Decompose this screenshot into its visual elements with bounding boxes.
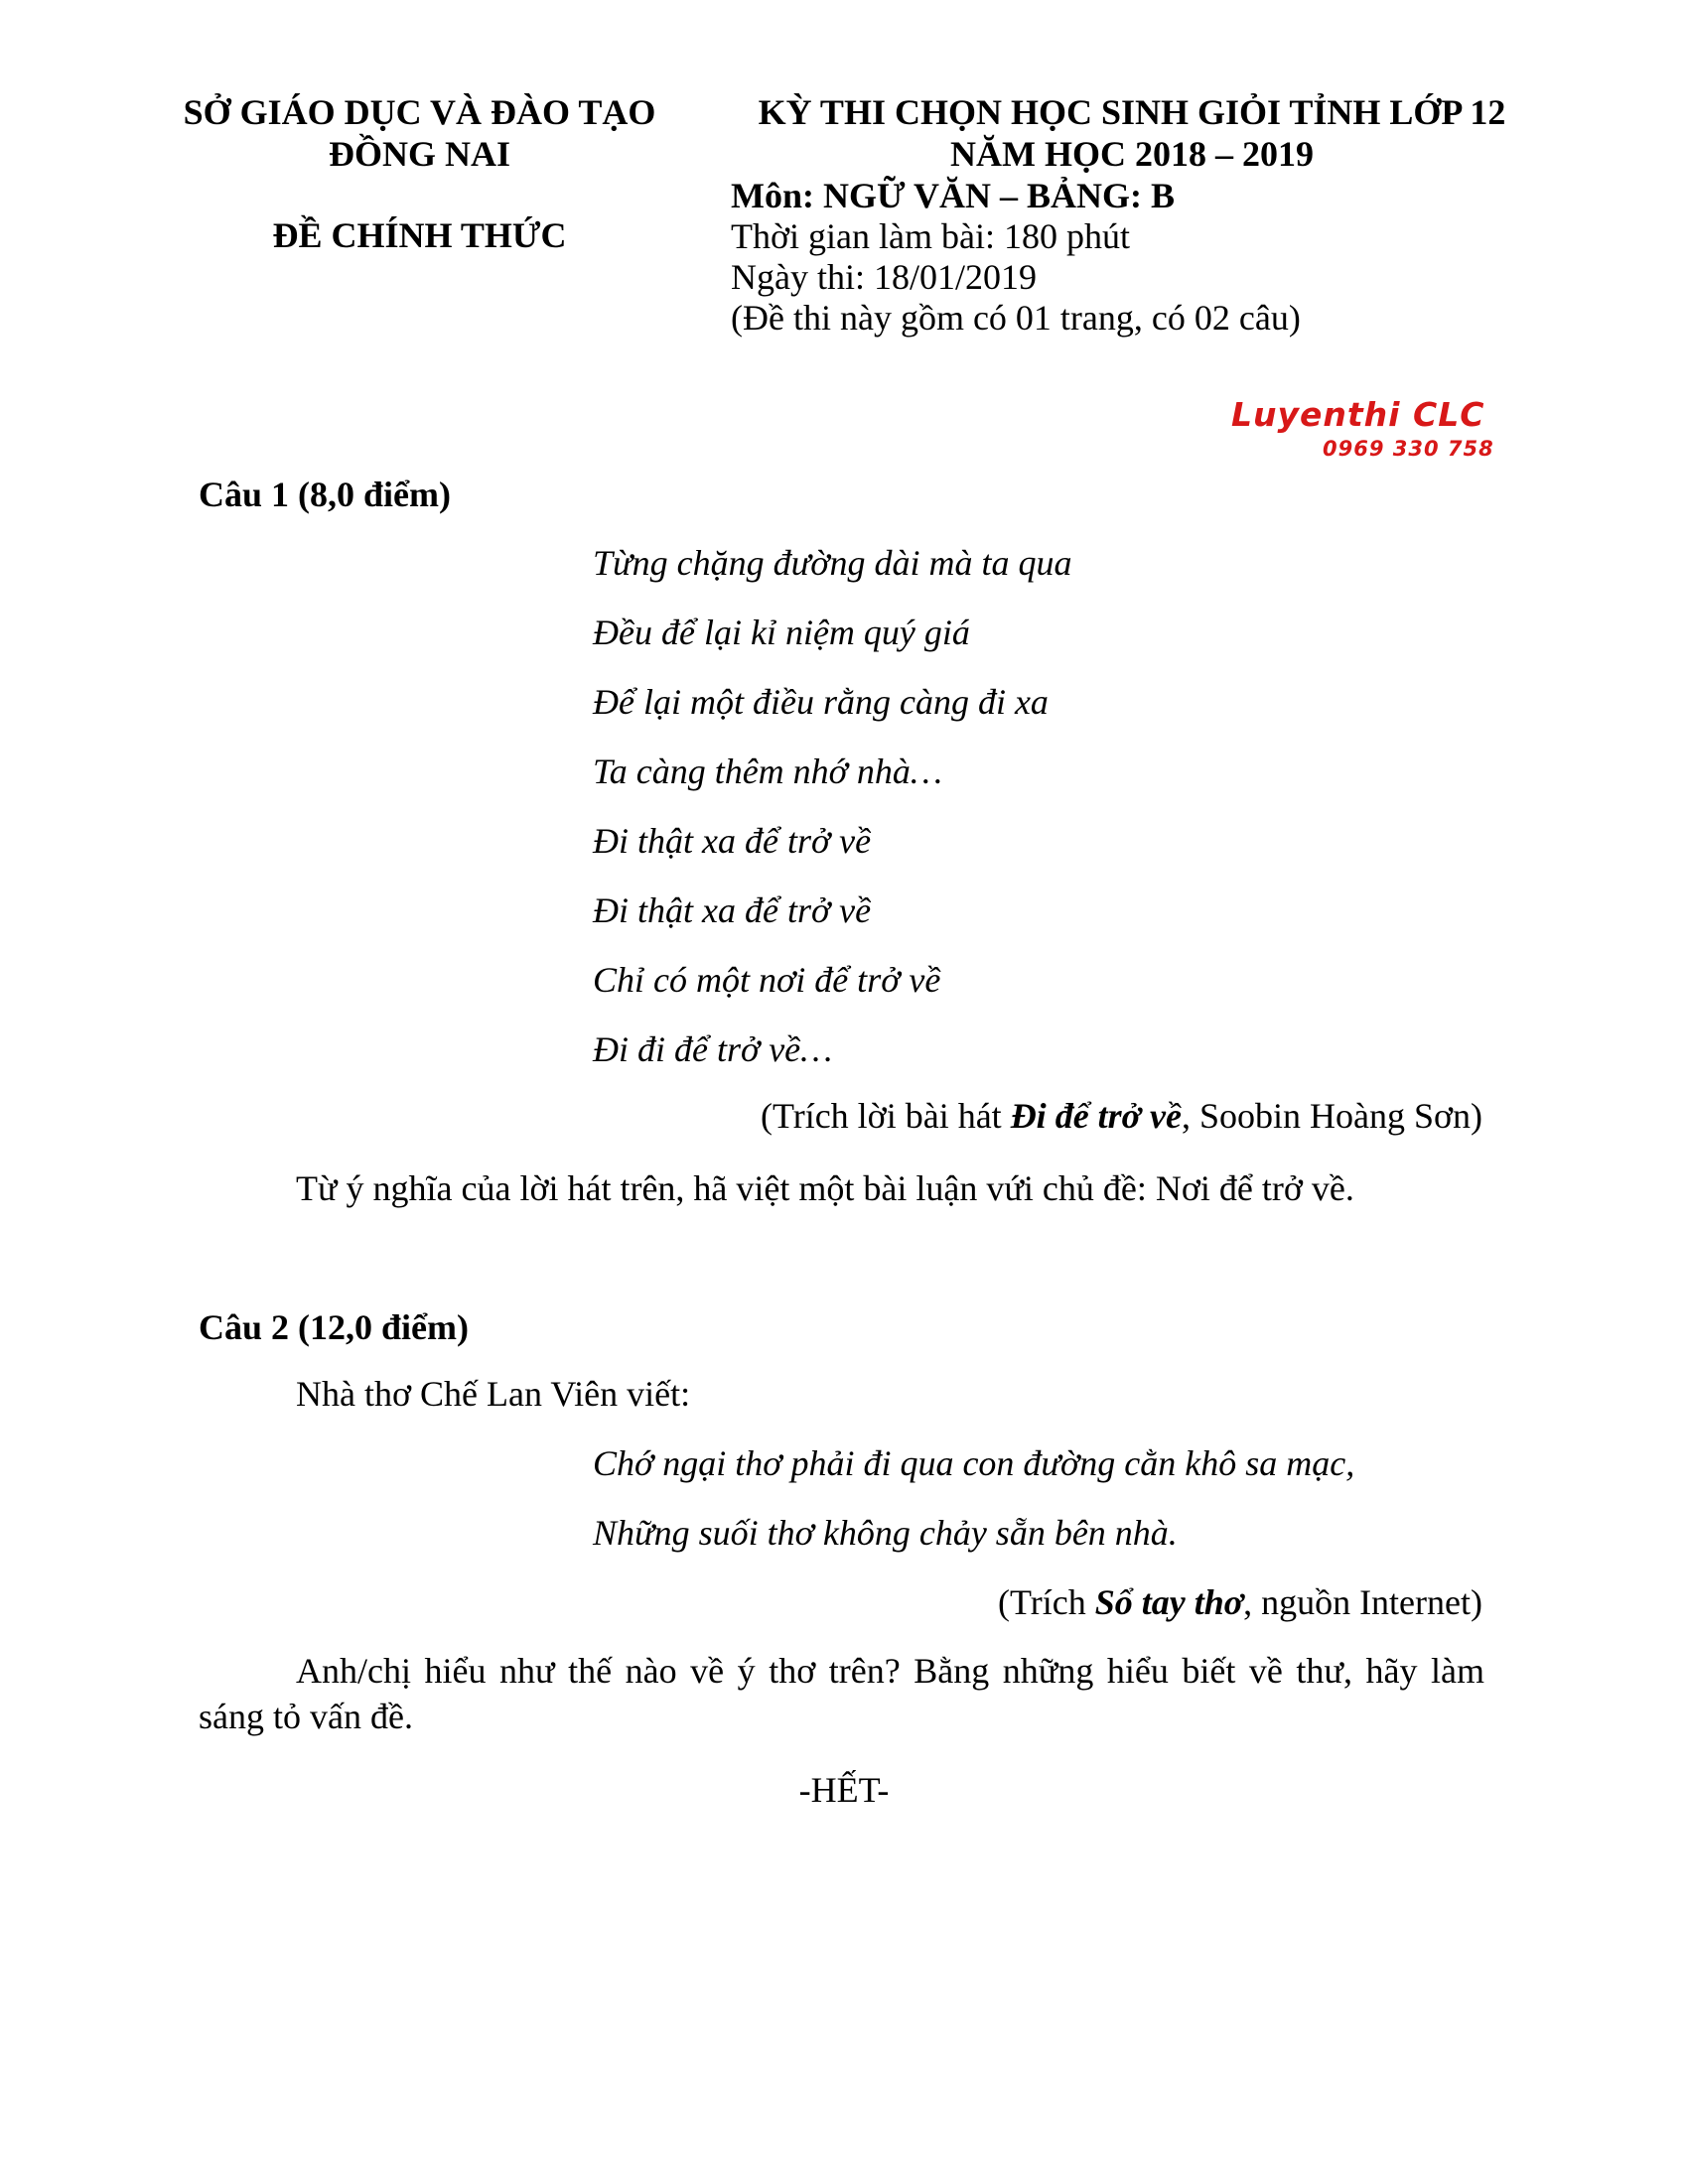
question-2-title: Câu 2 (12,0 điểm) xyxy=(199,1307,469,1347)
poem-line: Từng chặng đường dài mà ta qua xyxy=(593,543,1072,583)
poem-line: Đều để lại kỉ niệm quý giá xyxy=(593,613,970,652)
watermark-logo xyxy=(1231,395,1549,475)
question-1-title: Câu 1 (8,0 điểm) xyxy=(199,475,451,514)
exam-title: KỲ THI CHỌN HỌC SINH GIỎI TỈNH LỚP 12 xyxy=(758,92,1506,132)
logo-name: Luyenthi CLC xyxy=(1231,395,1485,434)
source-prefix: (Trích xyxy=(998,1582,1095,1622)
question-2-task: Anh/chị hiểu như thế nào về ý thơ trên? Bằng những hiểu biết về thư, hãy làm sáng tỏ vấn đề. xyxy=(199,1651,1484,1736)
poem-line: Chỉ có một nơi để trở về xyxy=(593,960,941,1000)
source-suffix: , Soobin Hoàng Sơn) xyxy=(1181,1096,1482,1136)
department-name: SỞ GIÁO DỤC VÀ ĐÀO TẠO xyxy=(183,92,656,132)
source-work-title: Đi để trở về xyxy=(1010,1096,1182,1136)
poem-line: Đi đi để trở về… xyxy=(593,1029,833,1069)
poem-line: Đi thật xa để trở về xyxy=(593,890,872,930)
question-1-task: Từ ý nghĩa của lời hát trên, hã việt một bài luận vứi chủ đề: Nơi để trở về. xyxy=(296,1168,1354,1208)
province-name: ĐỒNG NAI xyxy=(328,134,510,174)
poem-line: Chớ ngại thơ phải đi qua con đường cằn khô sa mạc, xyxy=(593,1443,1355,1483)
logo-phone: 0969 330 758 xyxy=(1323,437,1494,461)
official-exam-label: ĐỀ CHÍNH THỨC xyxy=(272,215,567,255)
poem-line: Đi thật xa để trở về xyxy=(593,821,872,861)
exam-page-note: (Đề thi này gồm có 01 trang, có 02 câu) xyxy=(731,298,1301,338)
exam-duration: Thời gian làm bài: 180 phút xyxy=(731,216,1130,256)
question-1-source xyxy=(761,1095,1482,1137)
source-work-title: Sổ tay thơ xyxy=(1094,1582,1244,1622)
source-suffix: , nguồn Internet) xyxy=(1243,1582,1482,1622)
poem-line: Ta càng thêm nhớ nhà… xyxy=(593,751,942,791)
question-2-source xyxy=(998,1581,1482,1623)
end-mark: -HẾT- xyxy=(798,1770,890,1810)
school-year: NĂM HỌC 2018 – 2019 xyxy=(950,134,1314,174)
poem-line: Để lại một điều rằng càng đi xa xyxy=(593,682,1049,722)
question-2-intro: Nhà thơ Chế Lan Viên viết: xyxy=(296,1374,691,1414)
poem-line: Những suối thơ không chảy sẵn bên nhà. xyxy=(593,1513,1178,1553)
exam-subject: Môn: NGỮ VĂN – BẢNG: B xyxy=(731,176,1175,215)
source-prefix: (Trích lời bài hát xyxy=(761,1096,1011,1136)
exam-date: Ngày thi: 18/01/2019 xyxy=(731,257,1037,297)
